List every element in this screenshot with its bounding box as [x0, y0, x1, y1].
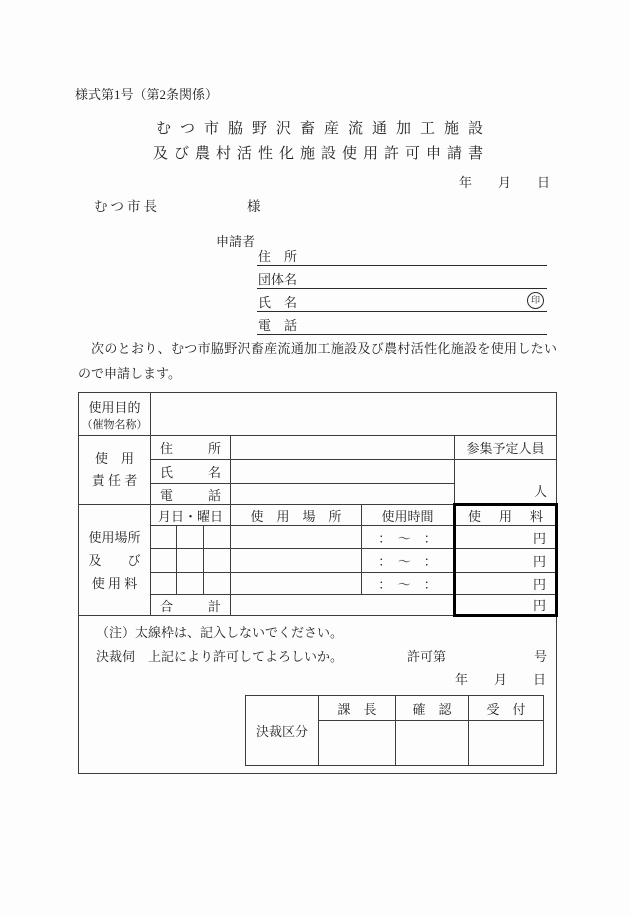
purpose-value-cell [151, 393, 557, 436]
usage-header-date: 月日・曜日 [151, 505, 231, 526]
decision-col-confirmation: 確 認 [396, 696, 469, 721]
approval-date-line: 年 月 日 [455, 672, 547, 687]
manager-label-cell [79, 436, 151, 505]
usage-row2-weekday [204, 549, 231, 573]
usage-row2-fee-unit: 円 [533, 554, 547, 569]
applicant-fields [257, 243, 547, 335]
usage-row3-fee-unit: 円 [533, 577, 547, 592]
usage-row1-time: ： ～ ： [362, 526, 455, 549]
usage-section-label-cell [79, 505, 151, 616]
usage-row1-fee-unit: 円 [533, 530, 547, 546]
decision-col-reception: 受 付 [469, 696, 544, 721]
applicant-organization-row [257, 266, 547, 289]
decision-stamp-table [245, 695, 544, 766]
purpose-label-line2: （催物名称） [81, 418, 148, 431]
manager-address-label: 住 所 [151, 436, 231, 460]
approval-question-line [96, 646, 547, 665]
form-title-line2: 及び農村活性化施設使用許可申請書 [152, 146, 489, 162]
purpose-label-cell [79, 393, 151, 436]
usage-label-line3: 使 用 料 [91, 575, 138, 591]
usage-row3-weekday [204, 573, 231, 595]
usage-header-place: 使 用 場 所 [231, 505, 362, 526]
usage-row2-fee [455, 549, 557, 573]
attendees-header-cell: 参集予定人員 [455, 436, 557, 460]
manager-address-value [231, 436, 455, 460]
usage-row3-fee [455, 573, 557, 595]
usage-row2-month [151, 549, 177, 573]
applicant-name-label: 氏 名 [258, 295, 298, 310]
usage-row3-time: ： ～ ： [362, 573, 455, 595]
office-use-area [79, 616, 557, 774]
attendees-value-cell [455, 460, 557, 505]
applicant-phone-row [257, 312, 547, 335]
addressee-mayor: むつ市長 [94, 199, 160, 214]
seal-mark-icon: 印 [527, 292, 544, 309]
usage-label-line2: 及 び [88, 552, 141, 568]
usage-row1-weekday [204, 526, 231, 549]
usage-label-line1: 使用場所 [88, 529, 141, 545]
addressee-honorific: 様 [247, 199, 261, 214]
usage-row2-place [231, 549, 362, 573]
usage-row1-fee [455, 526, 557, 549]
applicant-section-label: 申請者 [216, 234, 256, 249]
manager-label-line1: 使 用 [94, 451, 134, 466]
total-value [231, 595, 455, 616]
applicant-address-label: 住 所 [258, 249, 298, 264]
usage-row2-time: ： ～ ： [362, 549, 455, 573]
usage-header-time: 使用時間 [362, 505, 455, 526]
usage-row3-day [177, 573, 204, 595]
permit-number-group [407, 646, 547, 665]
usage-row1-month [151, 526, 177, 549]
decision-stamp-cell-reception [469, 721, 544, 766]
manager-name-label: 氏 名 [151, 460, 231, 484]
manager-phone-label: 電 話 [151, 484, 231, 505]
usage-header-fee: 使 用 料 [455, 505, 557, 526]
applicant-organization-label: 団体名 [258, 272, 298, 287]
manager-phone-value [231, 484, 455, 505]
permit-number-suffix: 号 [534, 649, 548, 664]
total-fee [455, 595, 557, 616]
decision-col-section-chief: 課 長 [319, 696, 396, 721]
total-label: 合 計 [151, 595, 231, 616]
form-title-line1: むつ市脇野沢畜産流通加工施設 [155, 121, 492, 137]
permit-number-prefix: 許可第 [407, 649, 447, 664]
decision-stamp-cell-section-chief [319, 721, 396, 766]
manager-name-value [231, 460, 455, 484]
application-date-line: 年 月 日 [458, 175, 550, 190]
form-number: 様式第1号（第2条関係） [75, 87, 219, 102]
total-fee-unit: 円 [533, 598, 547, 613]
application-detail-table [78, 392, 558, 774]
usage-row3-place [231, 573, 362, 595]
usage-row1-place [231, 526, 362, 549]
applicant-address-row [257, 243, 547, 266]
decision-stamp-cell-confirmation [396, 721, 469, 766]
usage-row1-day [177, 526, 204, 549]
applicant-phone-label: 電 話 [258, 318, 298, 333]
decision-row-label: 決裁区分 [246, 696, 319, 766]
application-statement: 次のとおり、むつ市脇野沢畜産流通加工施設及び農村活性化施設を使用したいので申請します。 [78, 341, 557, 381]
purpose-label-line1: 使用目的 [88, 399, 141, 415]
approval-question: 決裁伺 上記により許可してよろしいか。 [96, 649, 344, 664]
manager-label-line2: 責 任 者 [91, 473, 138, 488]
usage-row2-day [177, 549, 204, 573]
attendees-unit: 人 [534, 484, 548, 499]
applicant-name-row [257, 289, 547, 312]
note-bold-frame: （注）太線枠は、記入しないでください。 [96, 625, 344, 640]
usage-row3-month [151, 573, 177, 595]
